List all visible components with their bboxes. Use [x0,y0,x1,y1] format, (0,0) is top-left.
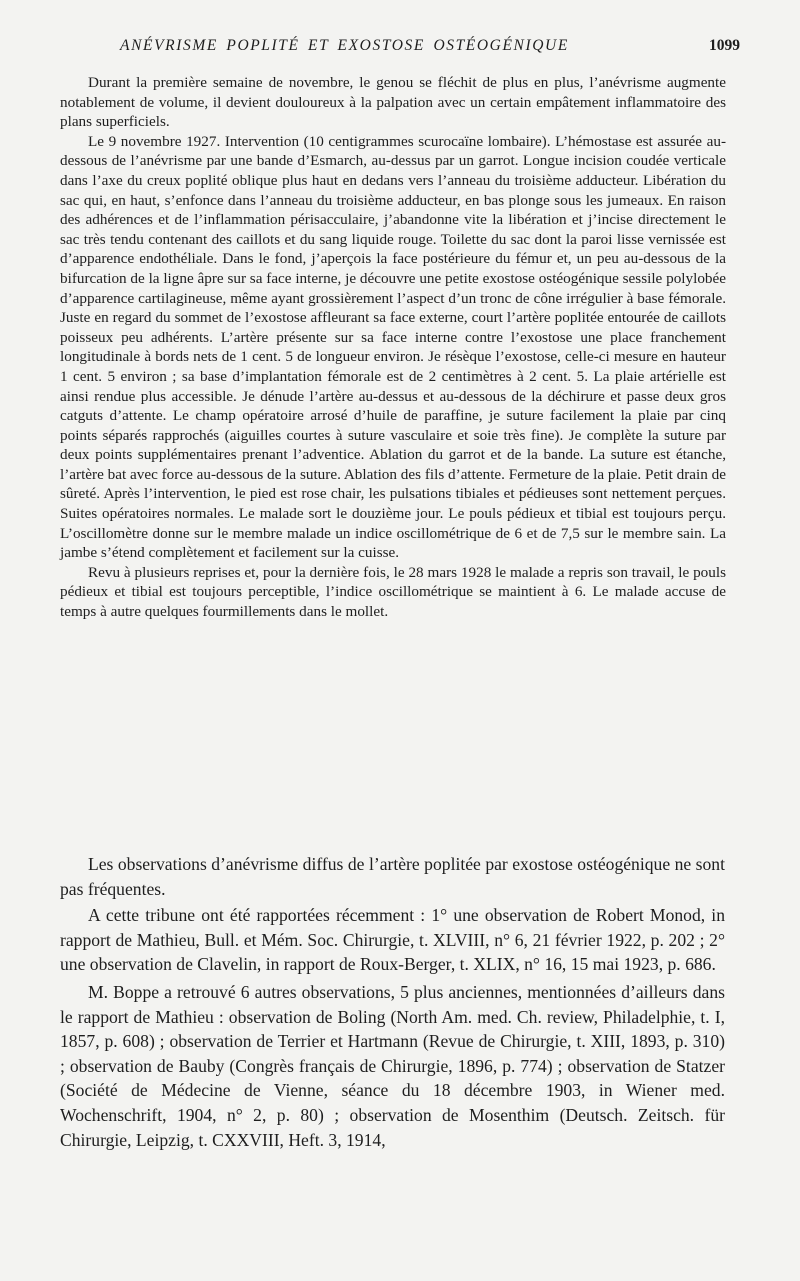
case-report-paragraph: Revu à plusieurs reprises et, pour la dernière fois, le 28 mars 1928 le malade a repris son travail, le pouls pédieux et tibial est toujours perceptible, l’indice oscillométrique se maintient à 6. Le malade accuse de temps à autre quelques fourmillements dans le mollet. [60,563,726,621]
discussion-section [60,852,725,1155]
running-title: ANÉVRISME POPLITÉ ET EXOSTOSE OSTÉOGÉNIQUE [120,37,569,54]
discussion-paragraph: A cette tribune ont été rapportées récemment : 1° une observation de Robert Monod, in rapport de Mathieu, Bull. et Mém. Soc. Chirurgie, t. XLVIII, n° 6, 21 février 1922, p. 202 ; 2° une observation de Clavelin, in rapport de Roux-Berger, t. XLIX, n° 16, 15 mai 1923, p. 686. [60,905,725,975]
case-report-section [60,73,726,622]
case-report-paragraph: Le 9 novembre 1927. Intervention (10 centigrammes scurocaïne lombaire). L’hémostase est assurée au-dessous de l’anévrisme par une bande d’Esmarch, au-dessus par un garrot. Longue incision coudée verticale dans l’axe du creux poplité oblique plus haut en dedans vers l’anneau du troisième adducteur. Libération du sac qui, en haut, s’enfonce dans l’anneau du troisième adducteur, en bas plonge sous les jumeaux. En raison des adhérences et de l’inflammation périsacculaire, j’abandonne vite la libération et j’incise directement le sac très tendu contenant des caillots et du sang liquide rouge. Toilette du sac dont la paroi lisse vernissée est d’apparence endothéliale. Dans le fond, j’aperçois la face postérieure du fémur et, un peu au-dessous de la bifurcation de la ligne âpre sur sa face interne, je découvre une petite exostose ostéogénique sessile polylobée d’apparence cartilagineuse, même ayant grossièrement l’aspect d’un tronc de cône irrégulier à base fémorale. Juste en regard du sommet de l’exostose affleurant sa face externe, court l’artère poplitée entourée de caillots poisseux peu adhérents. L’artère présente sur sa face interne contre l’exostose une place franchement longitudinale à bords nets de 1 cent. 5 de longueur environ. Je résèque l’exostose, celle-ci mesure en hauteur 1 cent. 5 environ ; sa base d’implantation fémorale est de 2 centimètres à 2 cent. 5. La plaie artérielle est ainsi rendue plus accessible. Je dénude l’artère au-dessus et au-dessous de la déchirure et passe deux gros catguts d’attente. Le champ opératoire arrosé d’huile de paraffine, je suture facilement la plaie par cinq points séparés rapprochés (aiguilles courtes à suture vasculaire et soie très fine). Je complète la suture par deux points supplémentaires prenant l’adventice. Ablation du garrot et de la bande. La suture est étanche, l’artère bat avec force au-dessous de la suture. Ablation des fils d’attente. Fermeture de la plaie. Petit drain de sûreté. Après l’intervention, le pied est rose chair, les pulsations tibiales et pédieuses sont nettement perçues. Suites opératoires normales. Le malade sort le douzième jour. Le pouls pédieux et tibial est toujours perçu. L’oscillomètre donne sur le membre malade un indice oscillométrique de 6 et de 7,5 sur le membre sain. La jambe s’étend complètement et facilement sur la cuisse. [60,132,726,562]
page-number: 1099 [709,37,740,54]
case-report-paragraph: Durant la première semaine de novembre, le genou se fléchit de plus en plus, l’anévrisme augmente notablement de volume, il devient douloureux à la palpation avec un certain empâtement inflammatoire des plans superficiels. [60,74,726,131]
running-header [60,37,740,59]
discussion-paragraph: M. Boppe a retrouvé 6 autres observations, 5 plus anciennes, mentionnées d’ailleurs dans le rapport de Mathieu : observation de Boling (North Am. med. Ch. review, Philadelphie, t. I, 1857, p. 608) ; observation de Terrier et Hartmann (Revue de Chirurgie, t. XIII, 1893, p. 310) ; observation de Bauby (Congrès français de Chirurgie, 1896, p. 774) ; observation de Statzer (Société de Médecine de Vienne, séance du 18 décembre 1903, in Wiener med. Wochenschrift, 1904, n° 2, p. 80) ; observation de Mosenthim (Deutsch. Zeitsch. für Chirurgie, Leipzig, t. CXXVIII, Heft. 3, 1914, [60,981,725,1150]
discussion-paragraph: Les observations d’anévrisme diffus de l’artère poplitée par exostose ostéogénique ne sont pas fréquentes. [60,854,725,899]
